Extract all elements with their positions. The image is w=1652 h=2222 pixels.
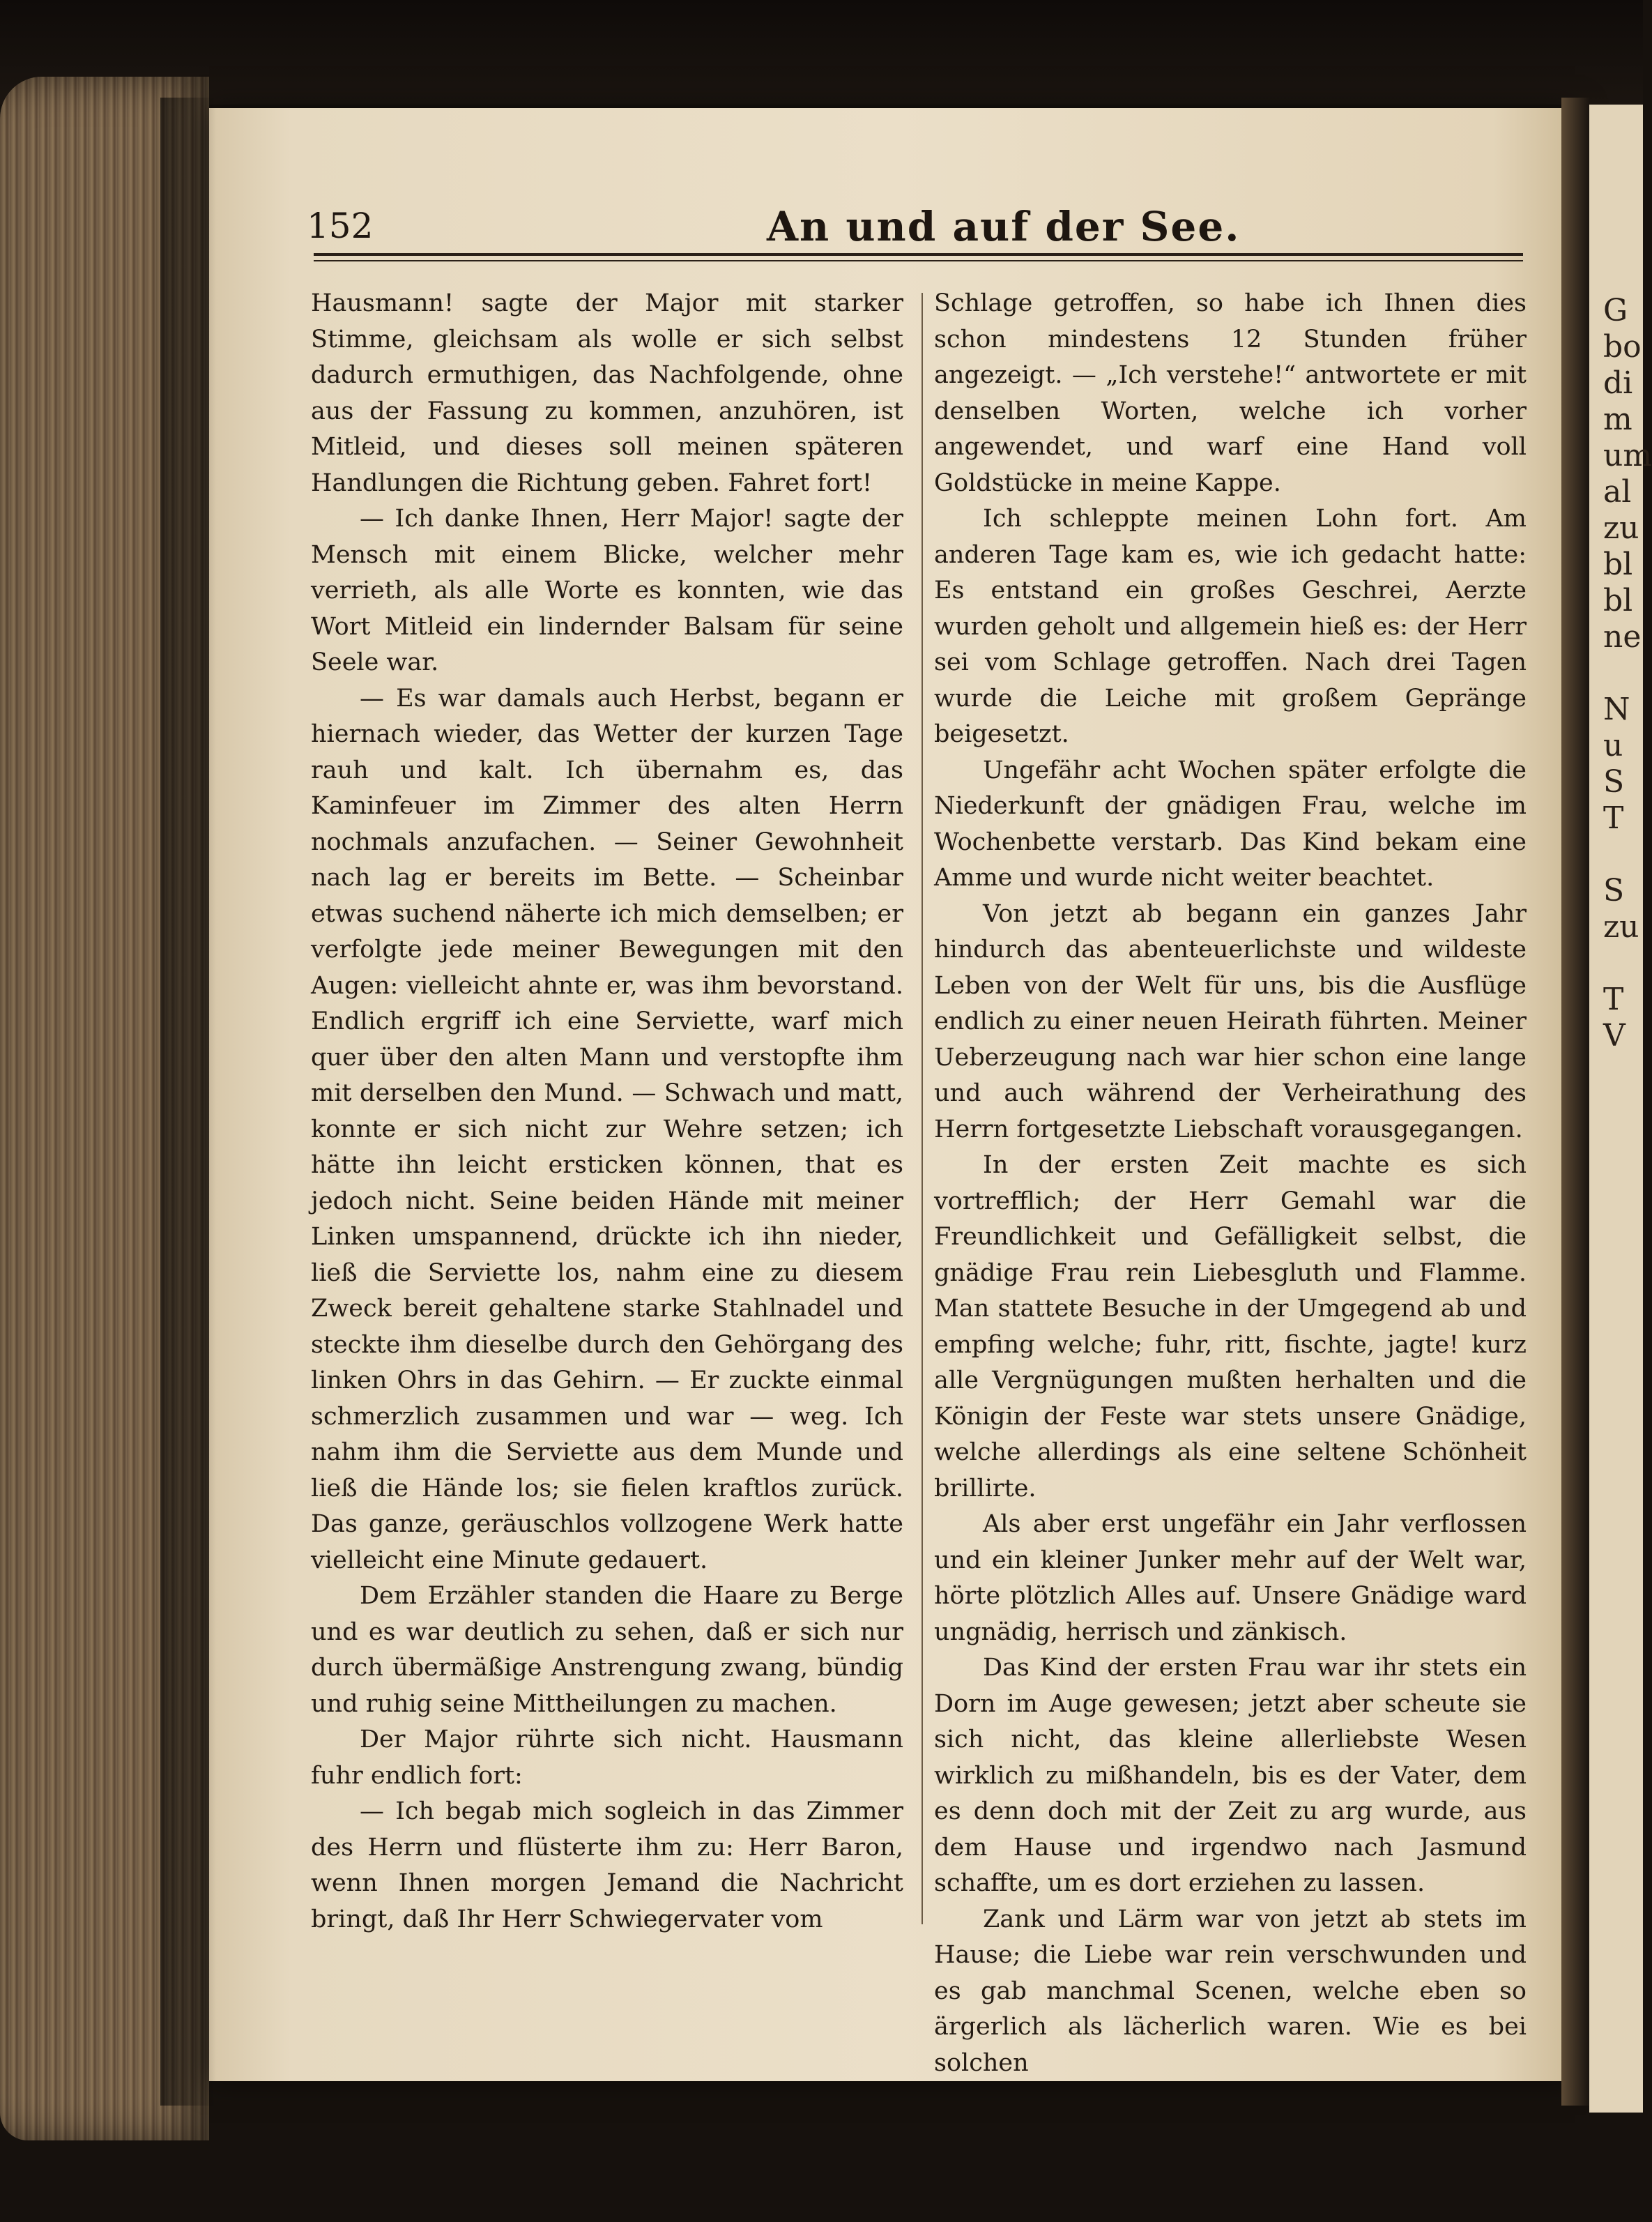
book-gutter [1561,98,1589,2106]
spine-shadow [160,98,216,2106]
next-page-fragment: G bo di m um al zu bl bl ne N u S T S zu T V [1603,293,1652,1053]
paragraph: — Es war damals auch Herbst, begann er hiernach wieder, das Wetter der kurzen Tage rauh und kalt. Ich übernahm es, das Kaminfeuer im Zimmer des alten Herrn nochmals anzufachen. — Seiner Gewohnheit nach lag er bereits im Bette. — Scheinbar etwas suchend näherte ich mich demselben; er verfolgte jede meiner Bewegungen mit den Augen: vielleicht ahnte er, was ihm bevorstand. Endlich ergriff ich eine Serviette, warf mich quer über den alten Mann und verstopfte ihm mit derselben den Mund. — Schwach und matt, konnte er sich nicht zur Wehre setzen; ich hätte ihn leicht ersticken können, that es jedoch nicht. Seine beiden Hände mit meiner Linken umspannend, drückte ich ihn nieder, ließ die Serviette los, nahm eine zu diesem Zweck bereit gehaltene starke Stahlnadel und steckte ihm dieselbe durch den Gehörgang des linken Ohrs in das Gehirn. — Er zuckte einmal schmerzlich zusammen und war — weg. Ich nahm ihm die Serviette aus dem Munde und ließ die Hände los; sie fielen kraftlos zurück. Das ganze, geräuschlos vollzogene Werk hatte vielleicht eine Minute gedauert. [311,684,903,1574]
header-rule-thin [314,260,1523,261]
paragraph: Schlage getroffen, so habe ich Ihnen dies schon mindestens 12 Stunden früher angezeigt. — „Ich verstehe!“ antwortete er mit denselben Worten, welche ich vorher angewendet, und warf eine Hand voll Goldstücke in meine Kappe. [934,289,1527,497]
paragraph: Dem Erzähler standen die Haare zu Berge und es war deutlich zu sehen, daß er sich nur durch übermäßige Anstrengung zwang, bündig und ruhig seine Mittheilungen zu machen. [311,1582,903,1718]
paragraph: Als aber erst ungefähr ein Jahr verflossen und ein kleiner Junker mehr auf der Welt war, hörte plötzlich Alles auf. Unsere Gnädige ward ungnädig, herrisch und zänkisch. [934,1510,1527,1646]
text-column-right [934,286,1527,2081]
column-divider [921,293,923,1924]
paragraph: In der ersten Zeit machte es sich vortrefflich; der Herr Gemahl war die Freundlichkeit und Gefälligkeit selbst, die gnädige Frau rein Liebesgluth und Flamme. Man stattete Besuche in der Umgegend ab und empfing welche; fuhr, ritt, fischte, jagte! kurz alle Vergnügungen mußten herhalten und die Königin der Feste war stets unsere Gnädige, welche allerdings als eine seltene Schönheit brillirte. [934,1151,1527,1502]
paragraph: — Ich danke Ihnen, Herr Major! sagte der Mensch mit einem Blicke, welcher mehr verrieth, als alle Worte es konnten, wie das Wort Mitleid ein lindernder Balsam für seine Seele war. [311,505,903,676]
page-number: 152 [307,206,374,246]
paragraph: Der Major rührte sich nicht. Hausmann fuhr endlich fort: [311,1726,903,1790]
paragraph: Hausmann! sagte der Major mit starker Stimme, gleichsam als wolle er sich selbst dadurch ermuthigen, das Nachfolgende, ohne aus der Fassung zu kommen, anzuhören, ist Mitleid, und dieses soll meinen späteren Handlungen die Richtung geben. Fahret fort! [311,289,903,497]
paragraph: Zank und Lärm war von jetzt ab stets im Hause; die Liebe war rein verschwunden und es gab manchmal Scenen, welche eben so ärgerlich als lächerlich waren. Wie es bei solchen [934,1905,1527,2077]
paragraph: Ich schleppte meinen Lohn fort. Am anderen Tage kam es, wie ich gedacht hatte: Es entstand ein großes Geschrei, Aerzte wurden geholt und allgemein hieß es: der Herr sei vom Schlage getroffen. Nach drei Tagen wurde die Leiche mit großem Gepränge beigesetzt. [934,505,1527,748]
text-column-left [311,286,903,1938]
running-title: An und auf der See. [767,203,1241,250]
paragraph: Von jetzt ab begann ein ganzes Jahr hindurch das abenteuerlichste und wildeste Leben von der Welt für uns, bis die Ausflüge endlich zu einer neuen Heirath führten. Meiner Ueberzeugung nach war hier schon eine lange und auch während der Verheirathung des Herrn fortgesetzte Liebschaft vorausgegangen. [934,899,1527,1143]
page-header [307,203,1534,254]
book-cover-top [0,0,1643,105]
paragraph: Das Kind der ersten Frau war ihr stets ein Dorn im Auge gewesen; jetzt aber scheute sie sich nicht, das kleine allerliebste Wesen wirklich zu mißhandeln, bis es der Vater, dem es denn doch mit der Zeit zu arg wurde, aus dem Hause und irgendwo nach Jasmund schaffte, um es dort erziehen zu lassen. [934,1654,1527,1897]
paragraph: Ungefähr acht Wochen später erfolgte die Niederkunft der gnädigen Frau, welche im Wochenbette verstarb. Das Kind bekam eine Amme und wurde nicht weiter beachtet. [934,756,1527,892]
paragraph: — Ich begab mich sogleich in das Zimmer des Herrn und flüsterte ihm zu: Herr Baron, wenn Ihnen morgen Jemand die Nachricht bringt, daß Ihr Herr Schwiegervater vom [311,1797,903,1933]
header-rule-thick [314,253,1523,256]
